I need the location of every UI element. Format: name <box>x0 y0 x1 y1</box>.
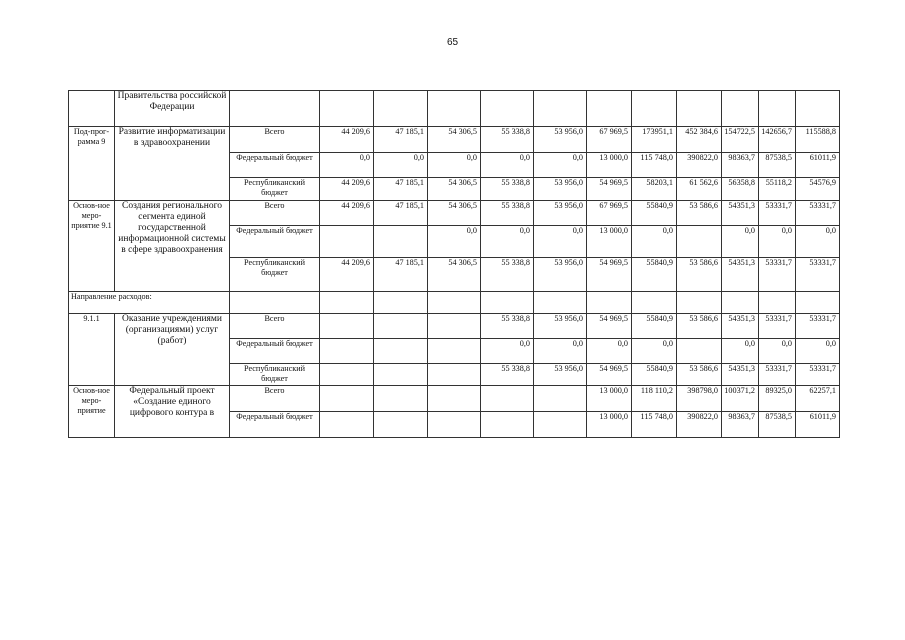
value-cell: 53 956,0 <box>534 127 587 153</box>
value-cell: 53331,7 <box>796 364 840 386</box>
value-cell: 44 209,6 <box>320 258 374 292</box>
value-cell: 58203,1 <box>632 178 677 201</box>
empty-cell <box>587 91 632 127</box>
budget-table <box>68 90 840 438</box>
name-cell: Федеральный проект «Создание единого цифрового контура в <box>115 386 230 438</box>
value-cell: 55118,2 <box>759 178 796 201</box>
value-cell: 0,0 <box>796 226 840 258</box>
source-cell: Федеральный бюджет <box>230 339 320 364</box>
value-cell <box>428 412 481 438</box>
value-cell: 44 209,6 <box>320 127 374 153</box>
value-cell: 67 969,5 <box>587 127 632 153</box>
value-cell: 53 586,6 <box>677 258 722 292</box>
value-cell: 87538,5 <box>759 153 796 178</box>
value-cell <box>320 339 374 364</box>
table-row-sub9 <box>69 127 840 153</box>
empty-cell <box>759 292 796 314</box>
empty-cell <box>481 91 534 127</box>
value-cell: 13 000,0 <box>587 412 632 438</box>
value-cell: 390822,0 <box>677 153 722 178</box>
code-cell: 9.1.1 <box>69 314 115 386</box>
value-cell: 56358,8 <box>722 178 759 201</box>
source-cell: Всего <box>230 386 320 412</box>
value-cell: 0,0 <box>534 339 587 364</box>
value-cell: 115 748,0 <box>632 153 677 178</box>
value-cell: 53331,7 <box>796 258 840 292</box>
value-cell: 0,0 <box>759 226 796 258</box>
empty-cell <box>722 292 759 314</box>
value-cell: 0,0 <box>481 339 534 364</box>
value-cell: 55 338,8 <box>481 364 534 386</box>
value-cell: 54 969,5 <box>587 364 632 386</box>
empty-cell <box>796 292 840 314</box>
value-cell: 55 338,8 <box>481 201 534 226</box>
value-cell: 47 185,1 <box>374 127 428 153</box>
value-cell: 54 306,5 <box>428 258 481 292</box>
name-cell: Оказание учреждениями (организациями) услуг (работ) <box>115 314 230 386</box>
value-cell: 87538,5 <box>759 412 796 438</box>
value-cell: 54351,3 <box>722 201 759 226</box>
value-cell <box>320 226 374 258</box>
empty-cell <box>796 91 840 127</box>
value-cell <box>374 364 428 386</box>
empty-cell <box>481 292 534 314</box>
empty-cell <box>632 91 677 127</box>
value-cell: 61 562,6 <box>677 178 722 201</box>
value-cell <box>428 386 481 412</box>
value-cell: 54351,3 <box>722 314 759 339</box>
value-cell <box>428 314 481 339</box>
value-cell: 13 000,0 <box>587 153 632 178</box>
value-cell: 53 956,0 <box>534 258 587 292</box>
value-cell: 53331,7 <box>759 258 796 292</box>
value-cell: 0,0 <box>534 226 587 258</box>
value-cell: 173951,1 <box>632 127 677 153</box>
value-cell: 118 110,2 <box>632 386 677 412</box>
value-cell <box>374 314 428 339</box>
value-cell: 55 338,8 <box>481 178 534 201</box>
value-cell <box>320 412 374 438</box>
value-cell: 55840,9 <box>632 364 677 386</box>
value-cell: 0,0 <box>796 339 840 364</box>
value-cell <box>677 226 722 258</box>
empty-cell <box>320 292 374 314</box>
value-cell: 0,0 <box>632 226 677 258</box>
value-cell: 54 969,5 <box>587 314 632 339</box>
empty-cell <box>722 91 759 127</box>
empty-cell <box>374 292 428 314</box>
empty-cell <box>320 91 374 127</box>
empty-cell <box>374 91 428 127</box>
value-cell <box>320 386 374 412</box>
table-row-s911 <box>69 314 840 339</box>
value-cell: 53 956,0 <box>534 178 587 201</box>
value-cell: 154722,5 <box>722 127 759 153</box>
source-cell: Всего <box>230 201 320 226</box>
code-cell: Под-прог-рамма 9 <box>69 127 115 201</box>
value-cell: 0,0 <box>320 153 374 178</box>
value-cell: 53 956,0 <box>534 201 587 226</box>
code-cell <box>69 91 115 127</box>
name-cell: Создания регионального сегмента единой государственной информационной системы в сфере здравоохранения <box>115 201 230 292</box>
value-cell: 55 338,8 <box>481 258 534 292</box>
value-cell <box>374 226 428 258</box>
empty-cell <box>428 292 481 314</box>
value-cell: 53 586,6 <box>677 364 722 386</box>
value-cell: 53331,7 <box>796 314 840 339</box>
table-row-direction <box>69 292 840 314</box>
value-cell: 115 748,0 <box>632 412 677 438</box>
value-cell <box>428 364 481 386</box>
value-cell: 89325,0 <box>759 386 796 412</box>
value-cell: 54 306,5 <box>428 178 481 201</box>
value-cell: 142656,7 <box>759 127 796 153</box>
source-cell: Всего <box>230 314 320 339</box>
value-cell <box>481 412 534 438</box>
value-cell <box>481 386 534 412</box>
value-cell <box>428 339 481 364</box>
value-cell: 61011,9 <box>796 153 840 178</box>
value-cell: 62257,1 <box>796 386 840 412</box>
empty-cell <box>632 292 677 314</box>
value-cell: 115588,8 <box>796 127 840 153</box>
value-cell <box>320 364 374 386</box>
value-cell: 53331,7 <box>759 201 796 226</box>
empty-cell <box>428 91 481 127</box>
value-cell: 0,0 <box>481 153 534 178</box>
value-cell: 47 185,1 <box>374 258 428 292</box>
empty-cell <box>587 292 632 314</box>
table-row-mfp <box>69 386 840 412</box>
value-cell: 0,0 <box>428 153 481 178</box>
empty-cell <box>677 292 722 314</box>
value-cell: 54576,9 <box>796 178 840 201</box>
empty-cell <box>534 292 587 314</box>
value-cell: 47 185,1 <box>374 178 428 201</box>
value-cell: 53331,7 <box>759 364 796 386</box>
code-cell: Основ-ное меро-приятие 9.1 <box>69 201 115 292</box>
empty-cell <box>759 91 796 127</box>
value-cell: 0,0 <box>534 153 587 178</box>
value-cell: 54 306,5 <box>428 201 481 226</box>
value-cell: 54351,3 <box>722 258 759 292</box>
value-cell: 13 000,0 <box>587 226 632 258</box>
value-cell: 390822,0 <box>677 412 722 438</box>
source-cell: Республиканский бюджет <box>230 364 320 386</box>
value-cell: 0,0 <box>428 226 481 258</box>
value-cell: 55 338,8 <box>481 127 534 153</box>
value-cell: 44 209,6 <box>320 201 374 226</box>
source-cell: Федеральный бюджет <box>230 153 320 178</box>
value-cell: 13 000,0 <box>587 386 632 412</box>
direction-label: Направление расходов: <box>69 292 230 314</box>
value-cell: 0,0 <box>632 339 677 364</box>
value-cell: 54 969,5 <box>587 258 632 292</box>
value-cell: 54351,3 <box>722 364 759 386</box>
source-cell: Республиканский бюджет <box>230 258 320 292</box>
empty-cell <box>230 292 320 314</box>
code-cell: Основ-ное меро-приятие <box>69 386 115 438</box>
value-cell: 55840,9 <box>632 258 677 292</box>
value-cell <box>677 339 722 364</box>
value-cell: 0,0 <box>722 339 759 364</box>
value-cell: 98363,7 <box>722 412 759 438</box>
empty-cell <box>677 91 722 127</box>
source-cell: Федеральный бюджет <box>230 226 320 258</box>
value-cell: 53 956,0 <box>534 364 587 386</box>
value-cell <box>374 386 428 412</box>
value-cell: 67 969,5 <box>587 201 632 226</box>
table-row-header-cont <box>69 91 840 127</box>
value-cell: 100371,2 <box>722 386 759 412</box>
table-row-m91 <box>69 201 840 226</box>
value-cell: 61011,9 <box>796 412 840 438</box>
value-cell: 0,0 <box>722 226 759 258</box>
value-cell: 53331,7 <box>759 314 796 339</box>
value-cell: 55840,9 <box>632 201 677 226</box>
value-cell: 0,0 <box>481 226 534 258</box>
value-cell: 53331,7 <box>796 201 840 226</box>
source-cell: Федеральный бюджет <box>230 412 320 438</box>
value-cell: 53 586,6 <box>677 314 722 339</box>
empty-cell <box>230 91 320 127</box>
value-cell: 54 969,5 <box>587 178 632 201</box>
empty-cell <box>534 91 587 127</box>
value-cell <box>374 412 428 438</box>
value-cell <box>320 314 374 339</box>
value-cell: 0,0 <box>587 339 632 364</box>
value-cell <box>534 412 587 438</box>
value-cell: 98363,7 <box>722 153 759 178</box>
value-cell: 47 185,1 <box>374 201 428 226</box>
value-cell: 53 956,0 <box>534 314 587 339</box>
source-cell: Республиканский бюджет <box>230 178 320 201</box>
value-cell: 452 384,6 <box>677 127 722 153</box>
name-cell: Правительства российской Федерации <box>115 91 230 127</box>
source-cell: Всего <box>230 127 320 153</box>
value-cell: 55840,9 <box>632 314 677 339</box>
value-cell: 44 209,6 <box>320 178 374 201</box>
value-cell: 54 306,5 <box>428 127 481 153</box>
value-cell: 0,0 <box>759 339 796 364</box>
value-cell: 398798,0 <box>677 386 722 412</box>
value-cell: 0,0 <box>374 153 428 178</box>
name-cell: Развитие информатизации в здравоохранении <box>115 127 230 201</box>
value-cell: 55 338,8 <box>481 314 534 339</box>
value-cell <box>534 386 587 412</box>
value-cell <box>374 339 428 364</box>
value-cell: 53 586,6 <box>677 201 722 226</box>
page-number: 65 <box>446 37 459 48</box>
